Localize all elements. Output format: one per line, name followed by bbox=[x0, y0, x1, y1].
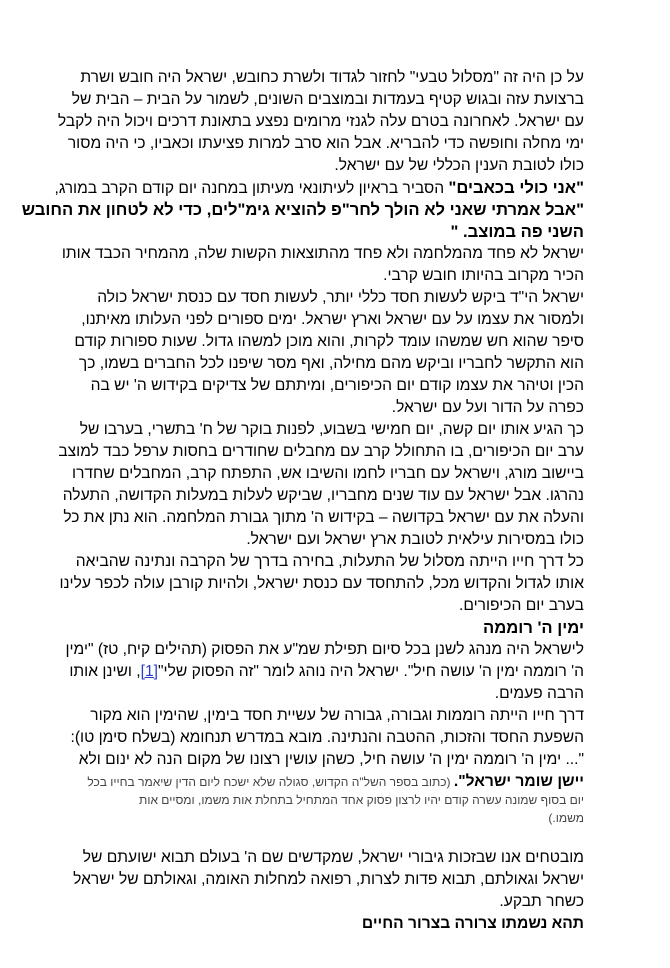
quote-bold-line: "אבל אמרתי שאני לא הולך לחר"פ להוציא גימ"לים, כדי לא לטחון את החובש bbox=[21, 200, 584, 219]
section-heading: ימין ה' רוממה bbox=[483, 618, 584, 637]
paragraph-1-line: ימי מחלה וחופשה כדי להבריא. אבל הוא סרב למרות פציעתו וכאביו, כי היה מסור bbox=[67, 135, 584, 152]
paragraph-7-line bbox=[87, 772, 584, 791]
paragraph-4-line: והעלה את עם ישראל בקדושה – בקידוש ה' מתוך גבורת המלחמה. הוא נתן את כל bbox=[63, 509, 584, 526]
paragraph-1-line: על כן היה זה "מסלול טבעי" לחזור לגדוד ולשרת כחובש, ישראל היה חובש ושרת bbox=[80, 69, 584, 86]
paragraph-7-line: דרך חייו הייתה רוממות וגבורה, גבורה של עשיית חסד בימין, שהימין הוא מקור bbox=[90, 707, 584, 724]
paragraph-4-line: כולו במסירות עילאית לטובת ארץ ישראל ועם ישראל. bbox=[246, 531, 584, 548]
paragraph-3-line: ולמסור את עצמו על עם ישראל וארץ ישראל. ימים ספורים לפני העלותו מאיתנו, bbox=[81, 311, 584, 328]
paragraph-6-text-before: ה' רוממה ימין ה' עושה חיל". ישראל היה נוהג לומר "זה הפסוק שלי" bbox=[158, 663, 584, 680]
paragraph-7-line: השפעת החסד והזכות, ההטבה והנתינה. מובא במדרש תנחומא (בשלח סימן טו): bbox=[70, 729, 584, 746]
note-inline: (כתוב בספר השל"ה הקדוש, סגולה שלא ישכח ליום הדין שיאמר בחייו בכל bbox=[87, 775, 454, 789]
quote-heading: "אני כולי בכאבים" bbox=[448, 178, 584, 197]
paragraph-3-line: הכין וטיהר את עצמו קודם יום הכיפורים, ומיתתם של צדיקים בקידוש ה' יש בה bbox=[90, 377, 584, 394]
quote-end-bold: יישן שומר ישראל". bbox=[453, 773, 584, 790]
paragraph-3-line: ישראל הי"ד ביקש לעשות חסד כללי יותר, לעשות חסד עם כנסת ישראל כולה bbox=[97, 289, 584, 306]
quote-intro-text: הסביר בראיון לעיתונאי מעיתון במחנה יום קודם הקרב במורג, bbox=[54, 180, 449, 197]
paragraph-4-line: נהרגו. אבל ישראל עם עוד שנים מחבריו, שביקש לעלות במעלות הקדושה, התעלה bbox=[62, 487, 584, 504]
paragraph-3-line: כפרה על הדור ועל עם ישראל. bbox=[391, 399, 584, 416]
paragraph-1-line: ברצועת עזה ובגוש קטיף בעמדות ובמוצבים השונים, לשמור על הבית – הבית של bbox=[71, 91, 584, 108]
paragraph-8-line: כשחר תבקע. bbox=[499, 893, 584, 910]
paragraph-3-line: סיפר שהוא חש שמשהו עומד לקרות, והוא מוכן למשהו גדול. שעות ספורות קודם bbox=[74, 333, 584, 350]
paragraph-7-line: "... ימין ה' רוממה ימין ה' עושה חיל, כשהן עושין רצונו של מקום הנה לא ינום ולא bbox=[78, 751, 584, 768]
paragraph-5-line: בערב יום הכיפורים. bbox=[459, 597, 584, 614]
quote-intro-line bbox=[55, 178, 584, 198]
paragraph-1-line: עם ישראל. לאחרונה בטרם עלה לגנזי מרומים נפצע בתאונת דרכים ויכול היה לקבל bbox=[57, 113, 584, 130]
paragraph-4-line: ערב יום הכיפורים, בו התחולל קרב עם מחבלים שחודרים בחסות ערפל כבד למוצב bbox=[58, 443, 584, 460]
paragraph-4-line: ביישוב מורג, וישראל עם חבריו לחמו והשיבו אש, התפתח קרב, המחבלים שחדרו bbox=[72, 465, 584, 482]
paragraph-5-line: כל דרך חייו הייתה מסלול של התעלות, בחירה בדרך של הקרבה ונתינה שהביאה bbox=[75, 553, 584, 570]
note-line: משמו.) bbox=[548, 811, 584, 825]
paragraph-8-line: מובטחים אנו שבזכות גיבורי ישראל, שמקדשים שם ה' בעולם תבוא ישועתם של bbox=[82, 849, 584, 866]
quote-bold-line: השני פה במוצב. " bbox=[450, 222, 584, 241]
note-line: יום בסוף שמונה עשרה קודם יהיו לרצון פסוק אחד המתחיל בתחלת אות משמו, ומסיים אות bbox=[139, 793, 584, 807]
paragraph-6-line: הרבה פעמים. bbox=[494, 685, 584, 702]
paragraph-2-line: ישראל לא פחד מהמלחמה ולא פחד מהתוצאות הקשות שלה, מהמחיר הכבד אותו bbox=[61, 245, 584, 262]
closing-line: תהא נשמתו צרורה בצרור החיים bbox=[361, 915, 584, 932]
footnote-link[interactable]: [1] bbox=[140, 663, 158, 680]
paragraph-6-line: לישראל היה מנהג לשנן בכל סיום תפילת שמ"ע את הפסוק (תהילים קיח, טז) "ימין bbox=[65, 641, 584, 658]
paragraph-8-line: ישראל וגאולתם, תבוא פדות לצרות, רפואה למחלות האומה, וגאולתם של ישראל bbox=[73, 871, 584, 888]
paragraph-5-line: אותו לגדול והקדוש מכל, להתחסד עם כנסת ישראל, ולהיות קורבן עולה לכפר עלינו bbox=[59, 575, 584, 592]
paragraph-4-line: כך הגיע אותו יום קשה, יום חמישי בשבוע, לפנות בוקר של ח' בתשרי, בערבו של bbox=[79, 421, 584, 438]
paragraph-2-line: הכיר מקרוב בהיותו חובש קרבי. bbox=[383, 267, 584, 284]
paragraph-1-line: כולו לטובת הענין הכללי של עם ישראל. bbox=[334, 157, 584, 174]
paragraph-6-line bbox=[69, 662, 584, 681]
paragraph-3-line: הוא התקשר לחבריו וביקש מהם מחילה, ואף מסר שיפנו לכל החברים בשמו, כך bbox=[78, 355, 584, 372]
paragraph-6-text-after: , ושינן אותו bbox=[69, 663, 141, 680]
